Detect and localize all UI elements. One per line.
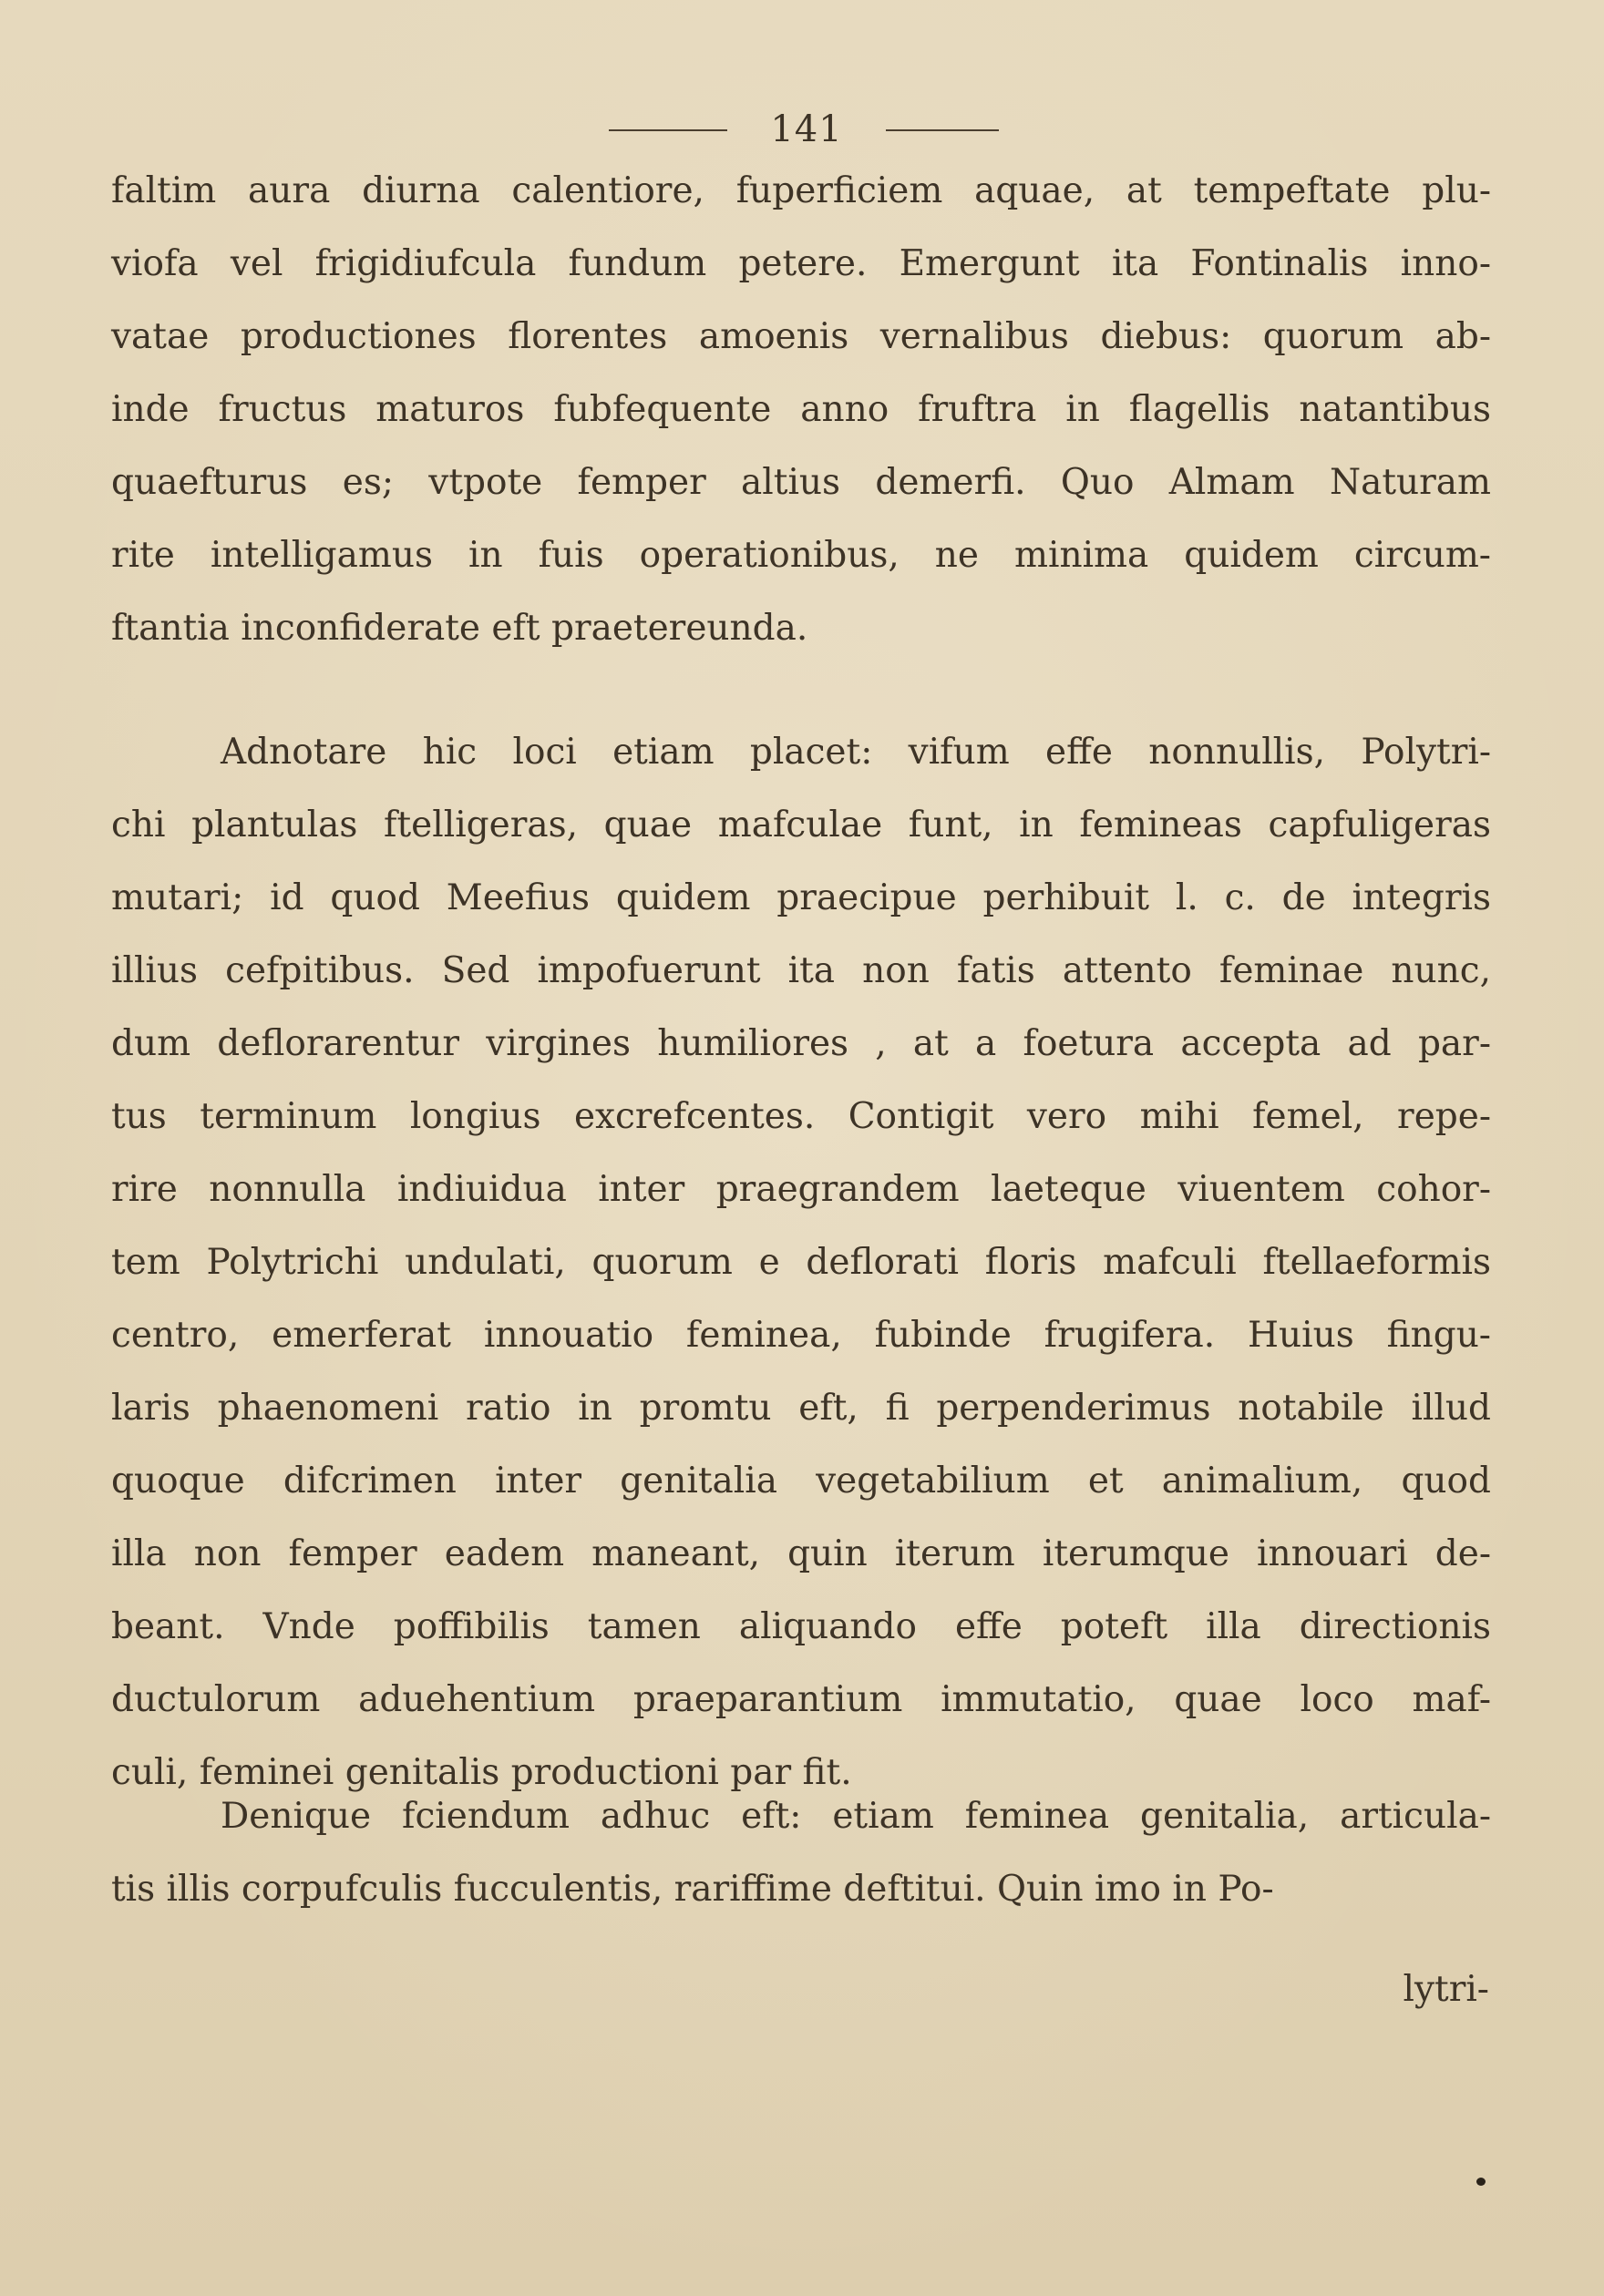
text-line: inde fructus maturos fubfequente anno fruftra in flagellis natantibus <box>111 389 1491 430</box>
text-line: Denique fciendum adhuc eft: etiam feminea genitalia, articula- <box>221 1796 1491 1837</box>
header-rule-left <box>609 129 727 131</box>
text-line: tis illis corpufculis fucculentis, rariffime deftitui. Quin imo in Po- <box>111 1869 1274 1910</box>
text-line: mutari; id quod Meefius quidem praecipue perhibuit l. c. de integris <box>111 877 1491 918</box>
paragraph-1 <box>111 155 1491 665</box>
text-line: quoque difcrimen inter genitalia vegetabilium et animalium, quod <box>111 1461 1491 1502</box>
text-line: tus terminum longius excrefcentes. Contigit vero mihi femel, repe- <box>111 1096 1491 1137</box>
catchword: lytri- <box>1403 1969 1489 2010</box>
text-line: faltim aura diurna calentiore, fuperficiem aquae, at tempeftate plu- <box>111 170 1491 211</box>
text-line: quaefturus es; vtpote femper altius demerfi. Quo Almam Naturam <box>111 462 1491 503</box>
page-header <box>0 102 1604 157</box>
header-rule-right <box>886 129 999 131</box>
text-line: laris phaenomeni ratio in promtu eft, fi perpenderimus notabile illud <box>111 1388 1491 1429</box>
text-line: centro, emerferat innouatio feminea, fubinde frugifera. Huius fingu- <box>111 1315 1491 1356</box>
text-line: dum deflorarentur virgines humiliores , at a foetura accepta ad par- <box>111 1023 1491 1064</box>
paragraph-3 <box>111 1780 1491 1926</box>
ink-speck <box>1476 2178 1486 2186</box>
text-line: ductulorum aduehentium praeparantium immutatio, quae loco maf- <box>111 1679 1491 1720</box>
text-line: culi, feminei genitalis productioni par fit. <box>111 1752 852 1793</box>
text-line: rite intelligamus in fuis operationibus, ne minima quidem circum- <box>111 535 1491 576</box>
text-line: illius cefpitibus. Sed impofuerunt ita non fatis attento feminae nunc, <box>111 950 1491 991</box>
text-line: illa non femper eadem maneant, quin iterum iterumque innouari de- <box>111 1533 1491 1574</box>
text-line: tem Polytrichi undulati, quorum e deflorati floris mafculi ftellaeformis <box>111 1242 1491 1283</box>
page-number: 141 <box>770 108 843 150</box>
text-line: Adnotare hic loci etiam placet: vifum effe nonnullis, Polytri- <box>221 732 1491 773</box>
text-line: beant. Vnde poffibilis tamen aliquando effe poteft illa directionis <box>111 1606 1491 1647</box>
text-line: rire nonnulla indiuidua inter praegrandem laeteque viuentem cohor- <box>111 1169 1491 1210</box>
text-line: viofa vel frigidiufcula fundum petere. Emergunt ita Fontinalis inno- <box>111 243 1491 284</box>
paragraph-2 <box>111 716 1491 1809</box>
text-line: vatae productiones florentes amoenis vernalibus diebus: quorum ab- <box>111 316 1491 357</box>
text-line: chi plantulas ftelligeras, quae mafculae funt, in femineas capfuligeras <box>111 805 1491 846</box>
text-line: ftantia inconfiderate eft praetereunda. <box>111 608 808 649</box>
